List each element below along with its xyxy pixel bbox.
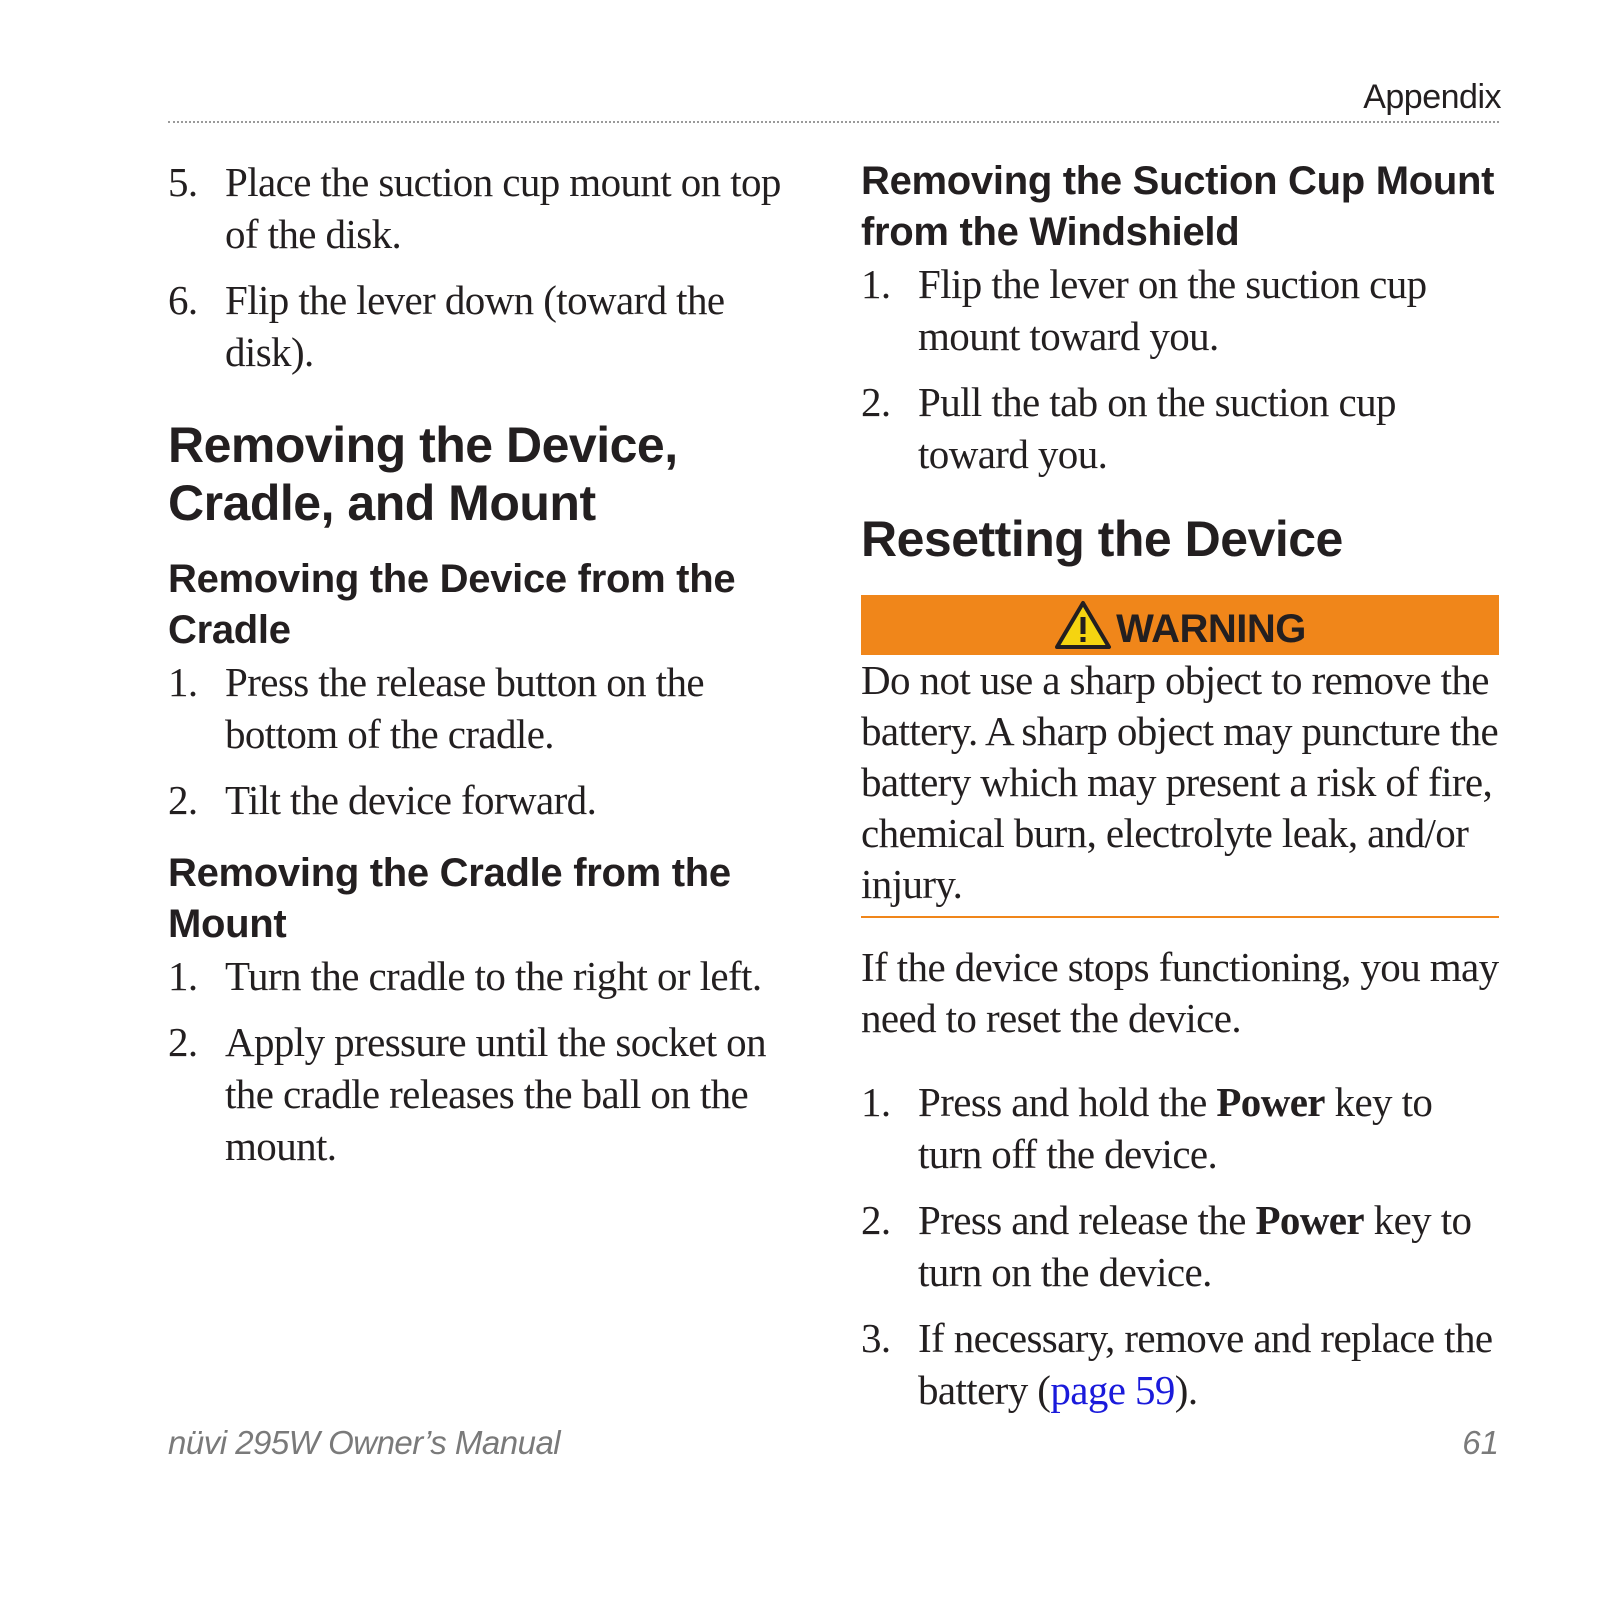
section-header-label: Appendix <box>1363 78 1501 116</box>
warning-triangle-icon <box>1054 600 1112 650</box>
subsection-title-device-from-cradle: Removing the Device from the Cradle <box>168 557 736 652</box>
header-divider <box>168 121 1499 123</box>
list-item <box>168 274 798 378</box>
subsection-title-suction-cup: Removing the Suction Cup Mount from the Windshield <box>861 159 1495 254</box>
step-text-part: Press and hold the <box>918 1079 1217 1125</box>
step-number: 1. <box>861 1079 891 1125</box>
power-key-label: Power <box>1255 1197 1365 1243</box>
power-key-label: Power <box>1216 1079 1325 1125</box>
list-item <box>168 774 798 826</box>
warning-banner <box>861 595 1499 655</box>
step-text: Flip the lever on the suction cup mount toward you. <box>918 261 1427 359</box>
list-item <box>168 950 798 1002</box>
step-number: 6. <box>168 277 198 323</box>
page-number: 61 <box>1462 1424 1499 1461</box>
step-text: Pull the tab on the suction cup toward you. <box>918 379 1396 477</box>
step-text-part: key to turn off the device. <box>918 1079 1433 1177</box>
step-text-part: Press and release the <box>918 1197 1256 1243</box>
list-item <box>168 1016 798 1172</box>
step-number: 2. <box>861 379 891 425</box>
step-text: Flip the lever down (toward the disk). <box>225 277 725 375</box>
section-title-removing: Removing the Device, Cradle, and Mount <box>168 417 678 531</box>
list-item <box>861 376 1499 480</box>
step-number: 2. <box>168 777 198 823</box>
step-text: Apply pressure until the socket on the cradle releases the ball on the mount. <box>225 1019 766 1169</box>
step-number: 1. <box>168 659 198 705</box>
step-text: Tilt the device forward. <box>225 777 597 823</box>
list-item <box>861 1312 1499 1416</box>
step-text-part: key to turn on the device. <box>918 1197 1472 1295</box>
step-text <box>918 1076 1499 1180</box>
warning-label: WARNING <box>1116 606 1306 651</box>
step-number: 2. <box>861 1197 891 1243</box>
warning-text: Do not use a sharp object to remove the battery. A sharp object may puncture the battery which may present a risk of fire, chemical burn, electrolyte leak, and/or injury. <box>861 655 1499 918</box>
step-number: 5. <box>168 159 198 205</box>
step-text-part: ). <box>1174 1367 1198 1413</box>
list-item <box>168 656 798 760</box>
subsection-title-cradle-from-mount: Removing the Cradle from the Mount <box>168 851 731 946</box>
page-59-link[interactable]: page 59 <box>1050 1367 1175 1413</box>
step-text <box>918 1194 1499 1298</box>
step-number: 1. <box>861 261 891 307</box>
right-column <box>861 156 1499 1430</box>
manual-title-footer: nüvi 295W Owner’s Manual <box>168 1424 561 1461</box>
step-text-part: If necessary, remove and replace the battery ( <box>918 1315 1493 1413</box>
list-item <box>168 156 798 260</box>
step-text: Turn the cradle to the right or left. <box>225 953 762 999</box>
step-number: 3. <box>861 1315 891 1361</box>
list-item <box>861 1194 1499 1298</box>
step-text <box>918 1312 1499 1416</box>
step-number: 1. <box>168 953 198 999</box>
list-item <box>861 258 1499 362</box>
step-text: Place the suction cup mount on top of the disk. <box>225 159 781 257</box>
step-number: 2. <box>168 1019 198 1065</box>
reset-intro: If the device stops functioning, you may need to reset the device. <box>861 944 1499 1041</box>
section-title-resetting: Resetting the Device <box>861 511 1343 567</box>
step-text: Press the release button on the bottom of the cradle. <box>225 659 704 757</box>
list-item <box>861 1076 1499 1180</box>
left-column <box>168 156 798 1186</box>
